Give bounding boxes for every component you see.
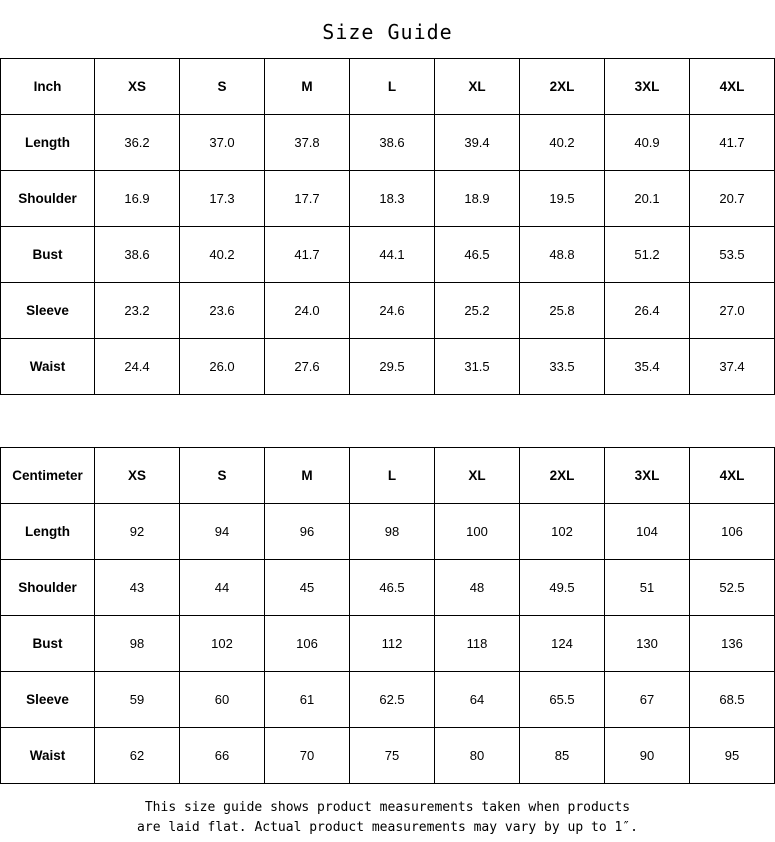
cell-sleeve-l: 24.6 xyxy=(350,283,435,339)
size-table-inch xyxy=(0,58,775,395)
size-header-m: M xyxy=(265,448,350,504)
cell-waist-xs: 62 xyxy=(95,728,180,784)
size-table-centimeter xyxy=(0,447,775,784)
cell-shoulder-4xl: 52.5 xyxy=(690,560,775,616)
table-header-row xyxy=(1,59,775,115)
cell-length-l: 38.6 xyxy=(350,115,435,171)
cell-shoulder-l: 18.3 xyxy=(350,171,435,227)
size-header-l: L xyxy=(350,448,435,504)
cell-shoulder-2xl: 49.5 xyxy=(520,560,605,616)
unit-header: Centimeter xyxy=(1,448,95,504)
table-row xyxy=(1,171,775,227)
cell-length-s: 37.0 xyxy=(180,115,265,171)
size-guide-note xyxy=(0,784,775,838)
cell-bust-xl: 46.5 xyxy=(435,227,520,283)
cell-shoulder-xs: 16.9 xyxy=(95,171,180,227)
cell-shoulder-3xl: 51 xyxy=(605,560,690,616)
cell-length-xs: 92 xyxy=(95,504,180,560)
size-header-xl: XL xyxy=(435,59,520,115)
cell-shoulder-3xl: 20.1 xyxy=(605,171,690,227)
size-header-4xl: 4XL xyxy=(690,448,775,504)
size-header-xl: XL xyxy=(435,448,520,504)
cell-sleeve-2xl: 25.8 xyxy=(520,283,605,339)
cell-length-m: 37.8 xyxy=(265,115,350,171)
cell-waist-2xl: 33.5 xyxy=(520,339,605,395)
table-row xyxy=(1,616,775,672)
cell-shoulder-xl: 18.9 xyxy=(435,171,520,227)
cell-sleeve-l: 62.5 xyxy=(350,672,435,728)
table-row xyxy=(1,672,775,728)
row-label-length: Length xyxy=(1,115,95,171)
table-header-row xyxy=(1,448,775,504)
cell-length-3xl: 104 xyxy=(605,504,690,560)
table-row xyxy=(1,504,775,560)
size-header-s: S xyxy=(180,59,265,115)
cell-waist-s: 26.0 xyxy=(180,339,265,395)
cell-sleeve-m: 61 xyxy=(265,672,350,728)
table-row xyxy=(1,283,775,339)
cell-sleeve-xl: 64 xyxy=(435,672,520,728)
cell-shoulder-s: 44 xyxy=(180,560,265,616)
cell-waist-s: 66 xyxy=(180,728,265,784)
cell-bust-s: 40.2 xyxy=(180,227,265,283)
cell-waist-m: 70 xyxy=(265,728,350,784)
table-spacer xyxy=(0,395,775,447)
cell-bust-m: 106 xyxy=(265,616,350,672)
cell-length-xl: 39.4 xyxy=(435,115,520,171)
cell-waist-xl: 31.5 xyxy=(435,339,520,395)
cell-sleeve-3xl: 26.4 xyxy=(605,283,690,339)
cell-bust-xs: 98 xyxy=(95,616,180,672)
cell-sleeve-3xl: 67 xyxy=(605,672,690,728)
cell-shoulder-2xl: 19.5 xyxy=(520,171,605,227)
cell-bust-l: 112 xyxy=(350,616,435,672)
cell-sleeve-m: 24.0 xyxy=(265,283,350,339)
cell-bust-4xl: 53.5 xyxy=(690,227,775,283)
cell-length-s: 94 xyxy=(180,504,265,560)
cell-sleeve-xs: 59 xyxy=(95,672,180,728)
cell-shoulder-s: 17.3 xyxy=(180,171,265,227)
cell-waist-3xl: 90 xyxy=(605,728,690,784)
size-header-2xl: 2XL xyxy=(520,448,605,504)
cell-waist-m: 27.6 xyxy=(265,339,350,395)
cell-waist-l: 75 xyxy=(350,728,435,784)
cell-sleeve-xl: 25.2 xyxy=(435,283,520,339)
cell-length-l: 98 xyxy=(350,504,435,560)
cell-waist-l: 29.5 xyxy=(350,339,435,395)
note-line-1: This size guide shows product measurements taken when products xyxy=(144,800,631,815)
table-row xyxy=(1,339,775,395)
cell-shoulder-xl: 48 xyxy=(435,560,520,616)
cell-sleeve-s: 23.6 xyxy=(180,283,265,339)
cell-bust-3xl: 51.2 xyxy=(605,227,690,283)
cell-waist-xl: 80 xyxy=(435,728,520,784)
size-header-3xl: 3XL xyxy=(605,59,690,115)
size-header-3xl: 3XL xyxy=(605,448,690,504)
size-header-xs: XS xyxy=(95,448,180,504)
cell-sleeve-s: 60 xyxy=(180,672,265,728)
cell-shoulder-xs: 43 xyxy=(95,560,180,616)
cell-sleeve-4xl: 68.5 xyxy=(690,672,775,728)
size-header-s: S xyxy=(180,448,265,504)
unit-header: Inch xyxy=(1,59,95,115)
table-row xyxy=(1,227,775,283)
cell-waist-xs: 24.4 xyxy=(95,339,180,395)
row-label-sleeve: Sleeve xyxy=(1,283,95,339)
cell-length-2xl: 102 xyxy=(520,504,605,560)
cell-length-m: 96 xyxy=(265,504,350,560)
cell-length-3xl: 40.9 xyxy=(605,115,690,171)
size-header-m: M xyxy=(265,59,350,115)
cell-waist-2xl: 85 xyxy=(520,728,605,784)
cell-sleeve-2xl: 65.5 xyxy=(520,672,605,728)
row-label-sleeve: Sleeve xyxy=(1,672,95,728)
cell-length-2xl: 40.2 xyxy=(520,115,605,171)
cell-bust-2xl: 48.8 xyxy=(520,227,605,283)
row-label-bust: Bust xyxy=(1,616,95,672)
cell-shoulder-m: 45 xyxy=(265,560,350,616)
row-label-shoulder: Shoulder xyxy=(1,171,95,227)
cell-length-4xl: 106 xyxy=(690,504,775,560)
size-header-xs: XS xyxy=(95,59,180,115)
note-line-2: are laid flat. Actual product measurements may vary by up to 1″. xyxy=(137,820,638,835)
table-row xyxy=(1,560,775,616)
cell-waist-4xl: 37.4 xyxy=(690,339,775,395)
row-label-shoulder: Shoulder xyxy=(1,560,95,616)
cell-bust-xs: 38.6 xyxy=(95,227,180,283)
cell-length-xs: 36.2 xyxy=(95,115,180,171)
cell-bust-3xl: 130 xyxy=(605,616,690,672)
cell-bust-xl: 118 xyxy=(435,616,520,672)
cell-bust-s: 102 xyxy=(180,616,265,672)
size-header-l: L xyxy=(350,59,435,115)
row-label-waist: Waist xyxy=(1,339,95,395)
cell-shoulder-l: 46.5 xyxy=(350,560,435,616)
table-row xyxy=(1,115,775,171)
row-label-waist: Waist xyxy=(1,728,95,784)
table-row xyxy=(1,728,775,784)
row-label-bust: Bust xyxy=(1,227,95,283)
cell-bust-4xl: 136 xyxy=(690,616,775,672)
size-header-4xl: 4XL xyxy=(690,59,775,115)
cell-bust-l: 44.1 xyxy=(350,227,435,283)
cell-bust-m: 41.7 xyxy=(265,227,350,283)
cell-sleeve-4xl: 27.0 xyxy=(690,283,775,339)
size-header-2xl: 2XL xyxy=(520,59,605,115)
page-title: Size Guide xyxy=(322,20,453,44)
cell-length-4xl: 41.7 xyxy=(690,115,775,171)
cell-sleeve-xs: 23.2 xyxy=(95,283,180,339)
row-label-length: Length xyxy=(1,504,95,560)
cell-waist-4xl: 95 xyxy=(690,728,775,784)
cell-shoulder-4xl: 20.7 xyxy=(690,171,775,227)
cell-length-xl: 100 xyxy=(435,504,520,560)
cell-bust-2xl: 124 xyxy=(520,616,605,672)
cell-shoulder-m: 17.7 xyxy=(265,171,350,227)
cell-waist-3xl: 35.4 xyxy=(605,339,690,395)
